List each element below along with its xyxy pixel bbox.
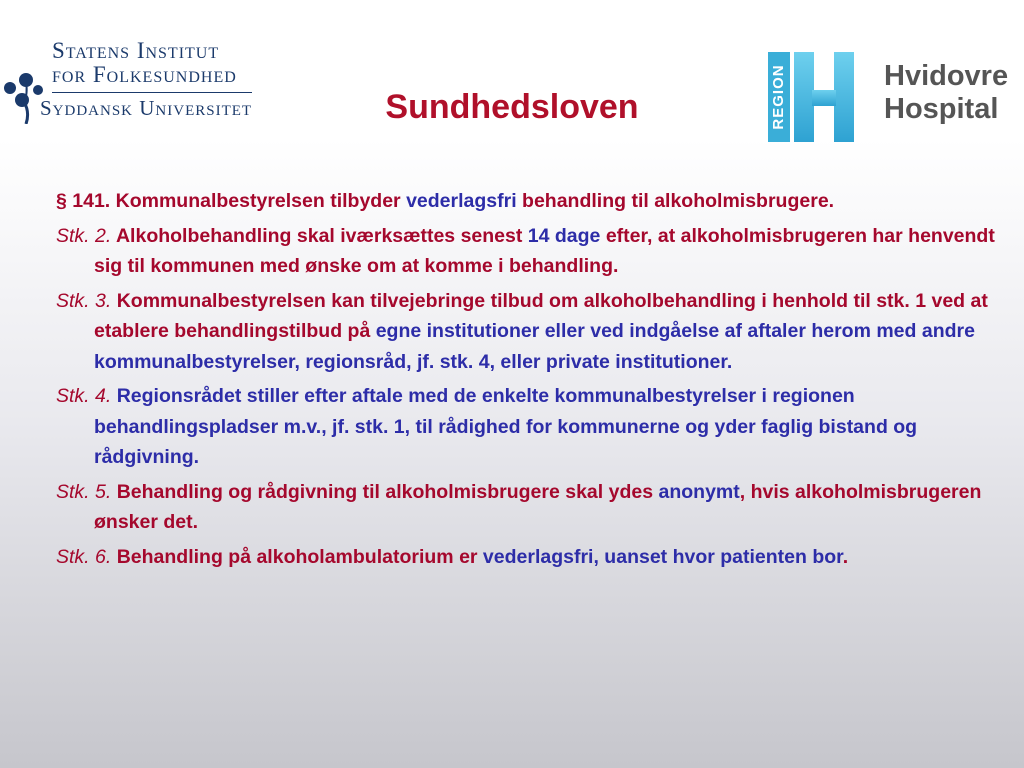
paragraph-text: behandling til alkoholmisbrugere.: [516, 190, 835, 212]
paragraph-text: efter, at alkoholmisbrugeren har henvendt sig til kommunen med ønske om at komme i behandling.: [94, 224, 995, 277]
subsection-label: Stk. 4.: [56, 385, 112, 407]
hospital-name-line1: Hvidovre: [884, 60, 1009, 92]
paragraph-text: Behandling og rådgivning til alkoholmisbrugere skal ydes: [111, 480, 659, 503]
hospital-h-icon: [794, 52, 858, 142]
paragraph-text: Behandling på alkoholambulatorium er: [111, 545, 483, 568]
subsection-stk-3: [56, 286, 996, 378]
region-label-box: [768, 52, 790, 142]
paragraph-highlight: vederlagsfri: [406, 190, 517, 212]
paragraph-text: , hvis alkoholmisbrugeren ønsker det.: [94, 480, 982, 533]
institute-logo-line2: for Folkesundhed: [52, 62, 237, 87]
paragraph-highlight: vederlagsfri, uanset hvor patienten bor: [482, 545, 843, 568]
law-text: [56, 186, 996, 576]
subsection-label: Stk. 2.: [56, 224, 112, 247]
hospital-name-line2: Hospital: [884, 93, 999, 125]
institute-logo-line1: Statens Institut: [52, 38, 220, 63]
region-logo: [768, 52, 860, 144]
paragraph-text: Alkoholbehandling skal iværksættes senest: [111, 224, 528, 247]
subsection-label: Stk. 5.: [56, 480, 112, 503]
region-label: REGION: [770, 64, 787, 130]
paragraph-highlight: egne institutioner eller ved indgåelse af aftaler herom med andre kommunalbestyrelser, regionsråd, jf. stk. 4, eller private institutioner.: [94, 320, 975, 373]
subsection-stk-2: [56, 221, 996, 282]
subsection-stk-6: [56, 542, 996, 573]
paragraph-141: [56, 186, 996, 217]
subsection-label: Stk. 6.: [56, 545, 112, 568]
paragraph-highlight: 14 dage: [527, 224, 601, 247]
subsection-stk-4: [56, 381, 996, 473]
paragraph-highlight: Regionsrådet stiller efter aftale med de enkelte kommunalbestyrelser i regionen behandlingspladser m.v., jf. stk. 1, til rådighed for kommunerne og yder faglig bistand og rådgivning.: [94, 385, 918, 468]
page-title: Sundhedsloven: [385, 88, 639, 126]
paragraph-text: Kommunalbestyrelsen kan tilvejebringe tilbud om alkoholbehandling i henhold til stk. 1 ved at etablere behandlingstilbud på: [94, 289, 988, 342]
institute-logo-line3: Syddansk Universitet: [40, 96, 253, 120]
hospital-name: [884, 60, 1008, 126]
subsection-stk-5: [56, 477, 996, 538]
paragraph-text: § 141. Kommunalbestyrelsen tilbyder: [56, 190, 407, 212]
paragraph-highlight: anonymt: [658, 480, 740, 503]
paragraph-text: .: [842, 545, 849, 568]
subsection-label: Stk. 3.: [56, 289, 112, 312]
